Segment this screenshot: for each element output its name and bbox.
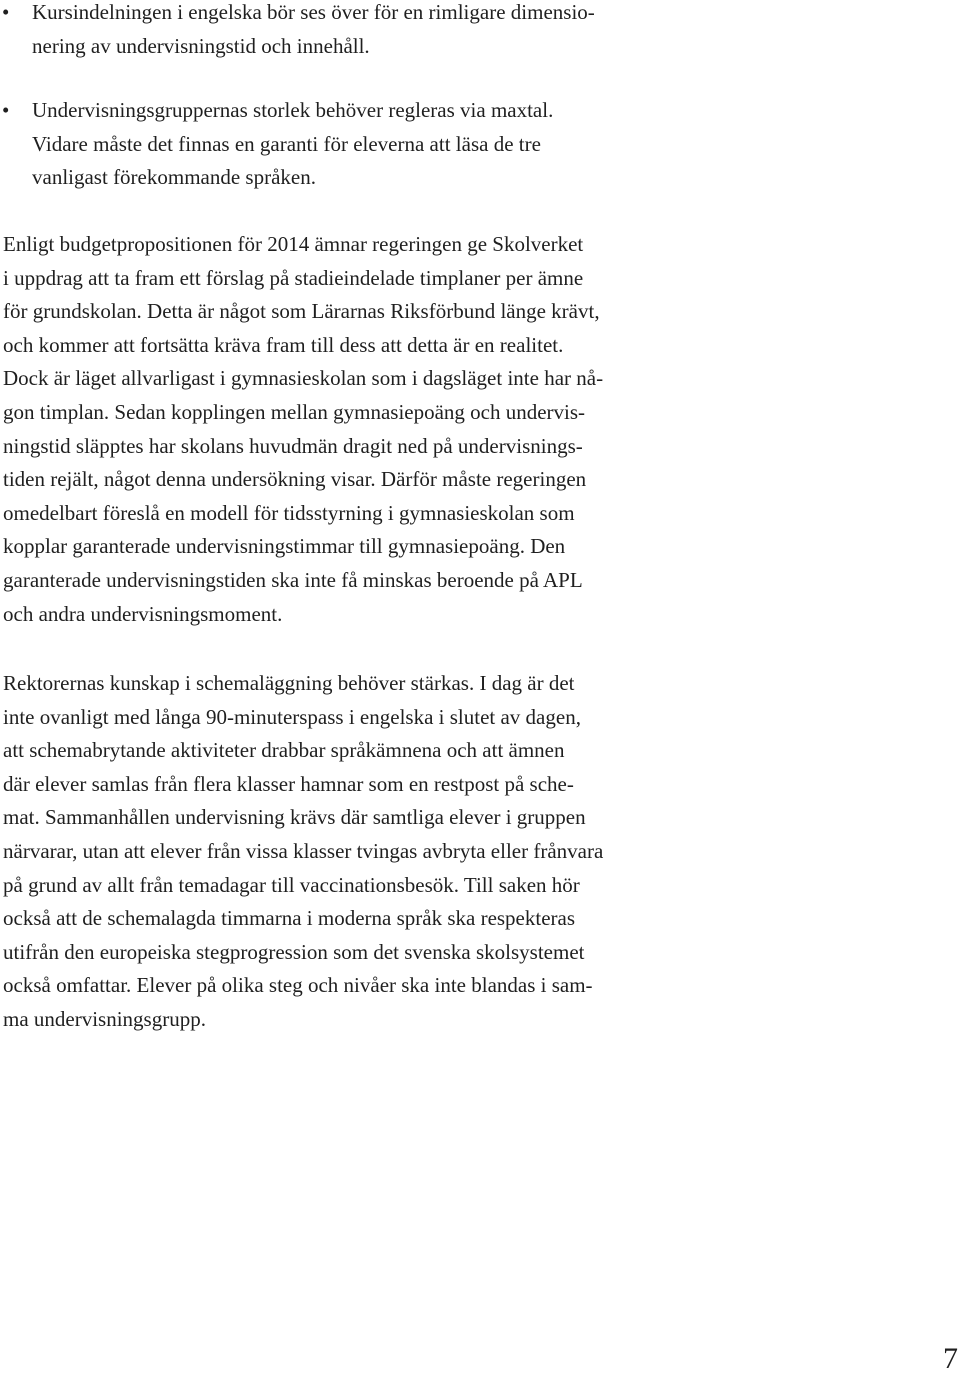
bullet-line: vanligast förekommande språken.	[32, 165, 316, 190]
paragraph-line: Enligt budgetpropositionen för 2014 ämnar regeringen ge Skolverket	[3, 232, 584, 256]
paragraph-line: närvarar, utan att elever från vissa klasser tvingas avbryta eller frånvara	[3, 838, 604, 863]
paragraph-line: i uppdrag att ta fram ett förslag på stadieindelade timplaner per ämne	[3, 265, 584, 290]
paragraph-line: Dock är läget allvarligast i gymnasieskolan som i dagsläget inte har nå-	[3, 366, 604, 391]
paragraph-line: ma undervisningsgrupp.	[3, 1006, 206, 1031]
bullet-list	[0, 0, 720, 226]
paragraph-line: garanterade undervisningstiden ska inte få minskas beroende på APL	[3, 567, 583, 592]
paragraph-line: gon timplan. Sedan kopplingen mellan gymnasiepoäng och undervis-	[3, 399, 586, 424]
paragraph-line: också omfattar. Elever på olika steg och nivåer ska inte blandas i sam-	[3, 973, 593, 998]
bullet-marker: •	[2, 0, 10, 24]
bullet-line: Vidare måste det finnas en garanti för eleverna att läsa de tre	[32, 131, 541, 156]
paragraph-line: utifrån den europeiska stegprogression som det svenska skolsystemet	[3, 939, 585, 964]
bullet-line: nering av undervisningstid och innehåll.	[32, 33, 370, 58]
paragraph-line: också att de schemalagda timmarna i moderna språk ska respekteras	[3, 906, 576, 931]
bullet-line: Kursindelningen i engelska bör ses över för en rimligare dimensio-	[32, 0, 595, 24]
paragraph-line: och kommer att fortsätta kräva fram till dess att detta är en realitet.	[3, 332, 564, 357]
bullet-line: Undervisningsgruppernas storlek behöver regleras via maxtal.	[32, 98, 554, 123]
paragraph-line: Rektorernas kunskap i schemaläggning behöver stärkas. I dag är det	[3, 671, 575, 695]
paragraph-line: att schemabrytande aktiviteter drabbar språkämnena och att ämnen	[3, 738, 565, 763]
paragraph-line: inte ovanligt med långa 90-minuterspass i engelska i slutet av dagen,	[3, 704, 581, 729]
bullet-item	[0, 0, 720, 63]
bullet-item	[0, 94, 720, 195]
paragraph-line: och andra undervisningsmoment.	[3, 601, 283, 626]
bullet-marker: •	[2, 98, 10, 123]
paragraph-line: ningstid släpptes har skolans huvudmän dragit ned på undervisnings-	[3, 433, 583, 458]
paragraph-line: på grund av allt från temadagar till vaccinationsbesök. Till saken hör	[3, 872, 580, 897]
body-paragraph	[3, 228, 723, 631]
paragraph-line: mat. Sammanhållen undervisning krävs där samtliga elever i gruppen	[3, 805, 586, 830]
paragraph-line: kopplar garanterade undervisningstimmar till gymnasiepoäng. Den	[3, 534, 566, 559]
paragraph-line: för grundskolan. Detta är något som Lärarnas Riksförbund länge krävt,	[3, 299, 600, 324]
paragraph-line: omedelbart föreslå en modell för tidsstyrning i gymnasieskolan som	[3, 500, 575, 525]
page-number: 7	[943, 1342, 958, 1375]
paragraph-line: tiden rejält, något denna undersökning visar. Därför måste regeringen	[3, 467, 587, 492]
paragraph-line: där elever samlas från flera klasser hamnar som en restpost på sche-	[3, 771, 574, 796]
body-paragraph	[3, 667, 723, 1037]
